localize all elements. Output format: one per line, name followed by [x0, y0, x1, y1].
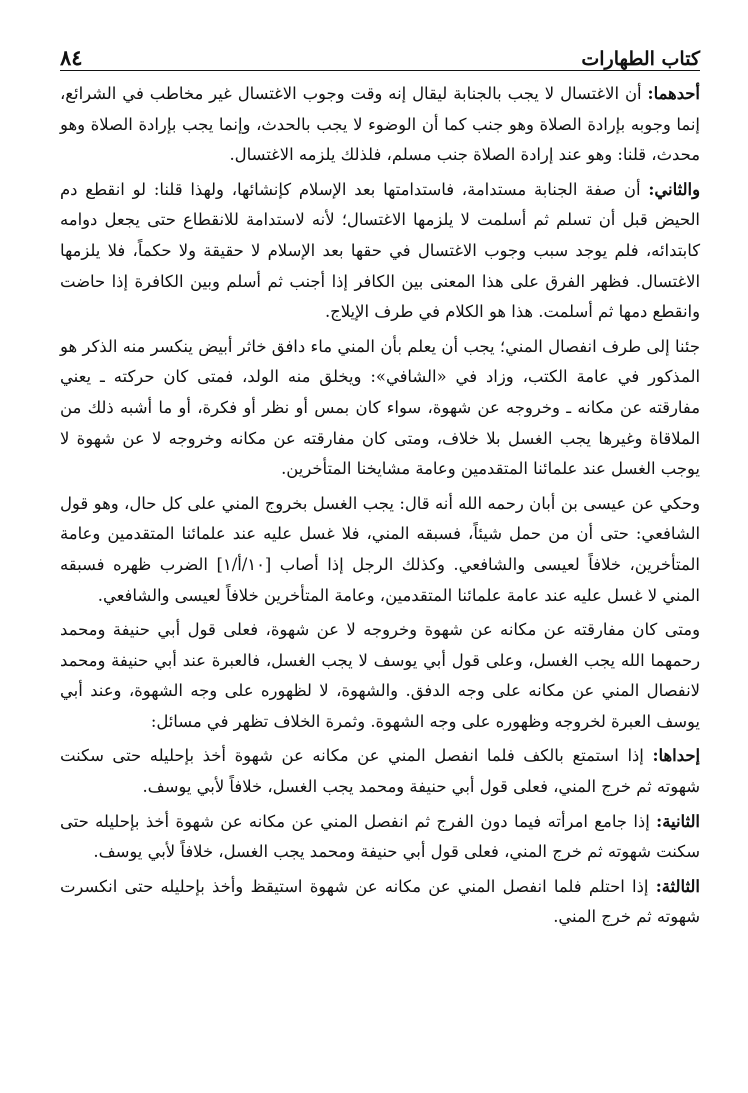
body-text: [60, 79, 700, 933]
paragraph-lead: الثانية:: [656, 811, 700, 831]
paragraph-text: إذا جامع امرأته فيما دون الفرج ثم انفصل المني عن مكانه عن شهوة أخذ بإحليله حتى سكنت شهوته ثم خرج المني، فعلى قول أبي حنيفة ومحمد يجب الغسل، خلافاً لأبي يوسف.: [60, 811, 700, 862]
paragraph-issue-three: [60, 872, 700, 933]
paragraph-lead: الثالثة:: [655, 876, 700, 896]
paragraph-text: جئنا إلى طرف انفصال المني؛ يجب أن يعلم بأن المني ماء دافق خاثر أبيض ينكسر منه الذكر هو المذكور في عامة الكتب، وزاد في «الشافي»: ويخلق منه الولد، فمتى كان حركته ـ يعني مفارقته عن مكانه ـ وخروجه عن شهوة، سواء كان بمس أو نظر أو فكرة، أو ما أشبه ذلك من الملاقاة وغيرها يجب الغسل بلا خلاف، ومتى كان مفارقته عن مكانه وخروجه لا عن شهوة لا يوجب الغسل عند علمائنا المتقدمين وعامة مشايخنا المتأخرين.: [60, 336, 700, 479]
paragraph-lead: والثاني:: [648, 179, 700, 199]
paragraph-text: إذا احتلم فلما انفصل المني عن مكانه عن شهوة استيقظ وأخذ بإحليله حتى انكسرت شهوته ثم خرج المني.: [60, 876, 700, 927]
paragraph-isa-ibn-aban: [60, 489, 700, 611]
paragraph-issue-two: [60, 807, 700, 868]
running-title: كتاب الطهارات: [581, 48, 700, 70]
paragraph-text: إذا استمتع بالكف فلما انفصل المني عن مكانه عن شهوة أخذ بإحليله حتى سكنت شهوته ثم خرج المني، فعلى قول أبي حنيفة ومحمد يجب الغسل، خلافاً لأبي يوسف.: [60, 746, 700, 797]
paragraph-second-reason: [60, 175, 700, 328]
paragraph-disagreement: [60, 615, 700, 737]
page-header: [60, 36, 700, 71]
paragraph-lead: إحداها:: [652, 746, 700, 766]
paragraph-first-reason: [60, 79, 700, 171]
paragraph-text: وحكي عن عيسى بن أبان رحمه الله أنه قال: يجب الغسل بخروج المني على كل حال، وهو قول الشافعي: حتى أن من حمل شيئاً، فسبقه المني، فلا غسل عليه عند علمائنا المتقدمين وعامة المتأخرين، خلافاً لعيسى والشافعي. وكذلك الرجل إذا أصاب [١٠/أ/١] الضرب ظهره فسبقه المني لا غسل عليه عند عامة علمائنا المتقدمين، وعامة المتأخرين خلافاً لعيسى والشافعي.: [60, 493, 700, 605]
paragraph-issue-one: [60, 741, 700, 802]
book-page: [60, 36, 700, 1076]
page-number: ٨٤: [60, 45, 83, 70]
paragraph-semen-definition: [60, 332, 700, 485]
paragraph-text: أن صفة الجنابة مستدامة، فاستدامتها بعد الإسلام كإنشائها، ولهذا قلنا: لو انقطع دم الحيض قبل أن تسلم ثم أسلمت لا يلزمها الاغتسال؛ لأنه لاستدامة للانقطاع حتى يجعل دوامه كابتدائه، فلم يوجد سبب وجوب الاغتسال في حقها بعد الإسلام لا حقيقة ولا حكماً، فلا يلزمها الاغتسال. فظهر الفرق على هذا المعنى بين الكافر إذا أجنب ثم أسلم وبين الكافرة إذا حاضت وانقطع دمها ثم أسلمت. هذا هو الكلام في طرف الإيلاج.: [60, 179, 700, 322]
paragraph-lead: أحدهما:: [647, 84, 700, 103]
paragraph-text: أن الاغتسال لا يجب بالجنابة ليقال إنه وقت وجوب الاغتسال غير مخاطب في الشرائع، إنما وجوبه بإرادة الصلاة وهو جنب كما أن الوضوء لا يجب بالحدث، وإنما يجب بإرادة الصلاة وهو محدث، قلنا: وهو عند إرادة الصلاة جنب مسلم، فلذلك يلزمه الاغتسال.: [60, 84, 700, 165]
paragraph-text: ومتى كان مفارقته عن مكانه عن شهوة وخروجه لا عن شهوة، فعلى قول أبي حنيفة ومحمد رحمهما الله يجب الغسل، وعلى قول أبي يوسف لا يجب الغسل، فالعبرة عند أبي حنيفة ومحمد لانفصال المني عن مكانه على وجه الدفق. والشهوة، لا لظهوره على وجه الشهوة، وعند أبي يوسف العبرة لخروجه وظهوره على وجه الشهوة. وثمرة الخلاف تظهر في مسائل:: [60, 620, 700, 731]
